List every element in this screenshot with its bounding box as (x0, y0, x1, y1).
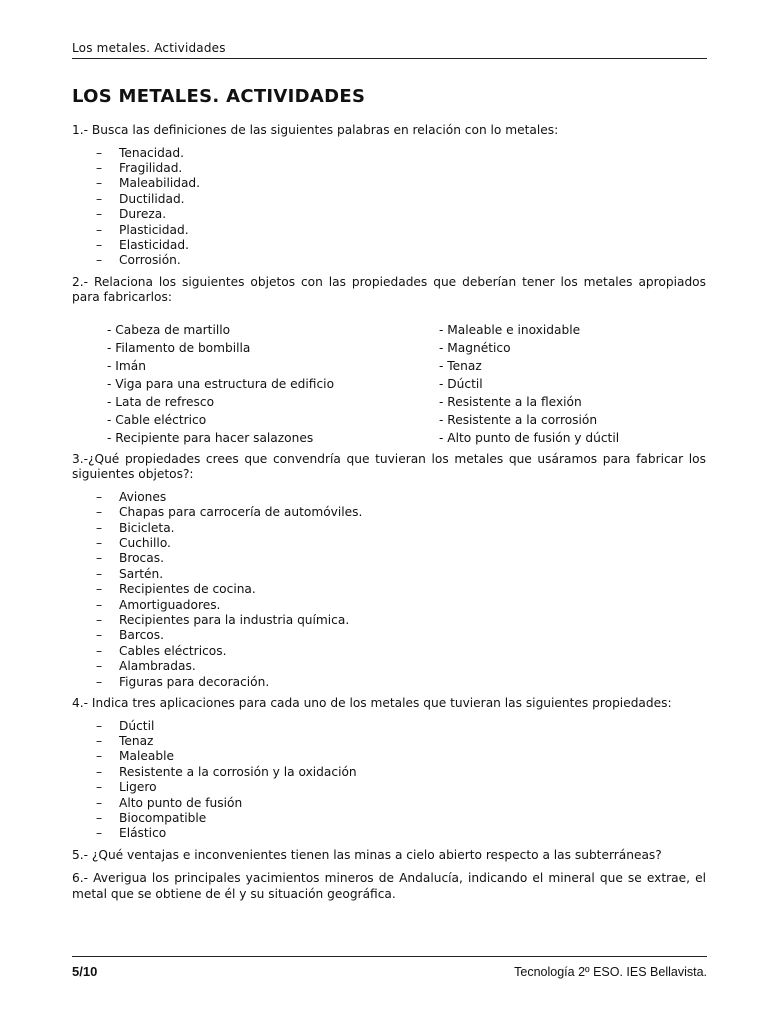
list-item: – Brocas. (72, 551, 706, 566)
running-title: Los metales. Actividades (72, 41, 226, 55)
list-item: – Resistente a la corrosión y la oxidación (72, 765, 706, 780)
question-3-list (72, 490, 706, 690)
list-item: – Corrosión. (72, 253, 706, 268)
list-item: – Plasticidad. (72, 223, 706, 238)
property-item: - Alto punto de fusión y dúctil (439, 430, 620, 445)
object-item: - Recipiente para hacer salazones (107, 430, 314, 445)
list-item: – Ductilidad. (72, 192, 706, 207)
list-item: – Fragilidad. (72, 161, 706, 176)
list-item: – Chapas para carrocería de automóviles. (72, 505, 706, 520)
list-item: – Figuras para decoración. (72, 675, 706, 690)
list-item: – Sartén. (72, 567, 706, 582)
property-item: - Resistente a la corrosión (439, 412, 598, 427)
list-item: – Elástico (72, 826, 706, 841)
list-item: – Biocompatible (72, 811, 706, 826)
page-title: LOS METALES. ACTIVIDADES (72, 86, 366, 107)
property-item: - Resistente a la flexión (439, 394, 582, 409)
list-item: – Maleabilidad. (72, 176, 706, 191)
question-3-prompt: 3.-¿Qué propiedades crees que convendría que tuvieran los metales que usáramos para fabricar los siguientes objetos?: (72, 451, 706, 482)
list-item: – Aviones (72, 490, 706, 505)
list-item: – Maleable (72, 749, 706, 764)
list-item: – Tenaz (72, 734, 706, 749)
list-item: – Alambradas. (72, 659, 706, 674)
property-item: - Maleable e inoxidable (439, 322, 581, 337)
question-1-prompt: 1.- Busca las definiciones de las siguientes palabras en relación con lo metales: (72, 123, 559, 137)
question-1-list (72, 146, 706, 269)
list-item: – Dureza. (72, 207, 706, 222)
list-item: – Ligero (72, 780, 706, 795)
property-item: - Dúctil (439, 376, 483, 391)
list-item: – Bicicleta. (72, 521, 706, 536)
footer-text: Tecnología 2º ESO. IES Bellavista. (514, 965, 707, 979)
question-4-list (72, 719, 706, 842)
list-item: – Cuchillo. (72, 536, 706, 551)
question-2-prompt: 2.- Relaciona los siguientes objetos con las propiedades que deberían tener los metales apropiados para fabricarlos: (72, 274, 706, 305)
page-footer (72, 956, 707, 979)
list-item: – Recipientes de cocina. (72, 582, 706, 597)
list-item: – Barcos. (72, 628, 706, 643)
list-item: – Cables eléctricos. (72, 644, 706, 659)
page-number: 5/10 (72, 964, 98, 979)
running-header (72, 41, 707, 59)
question-4-prompt: 4.- Indica tres aplicaciones para cada uno de los metales que tuvieran las siguientes propiedades: (72, 696, 672, 711)
page-content (72, 86, 706, 902)
object-item: - Lata de refresco (107, 394, 215, 409)
property-item: - Tenaz (439, 358, 482, 373)
list-item: – Alto punto de fusión (72, 796, 706, 811)
properties-column (439, 321, 619, 447)
object-item: - Cable eléctrico (107, 412, 207, 427)
question-5-prompt: 5.- ¿Qué ventajas e inconvenientes tienen las minas a cielo abierto respecto a las subterráneas? (72, 847, 662, 862)
object-item: - Imán (107, 358, 146, 373)
objects-column (107, 321, 439, 447)
list-item: – Tenacidad. (72, 146, 706, 161)
list-item: – Dúctil (72, 719, 706, 734)
question-6-prompt: 6.- Averigua los principales yacimientos mineros de Andalucía, indicando el mineral que se extrae, el metal que se obtiene de él y su situación geográfica. (72, 871, 706, 901)
list-item: – Amortiguadores. (72, 598, 706, 613)
object-item: - Viga para una estructura de edificio (107, 376, 335, 391)
property-item: - Magnético (439, 340, 511, 355)
object-item: - Cabeza de martillo (107, 322, 231, 337)
matching-columns (72, 321, 706, 447)
list-item: – Elasticidad. (72, 238, 706, 253)
list-item: – Recipientes para la industria química. (72, 613, 706, 628)
object-item: - Filamento de bombilla (107, 340, 251, 355)
